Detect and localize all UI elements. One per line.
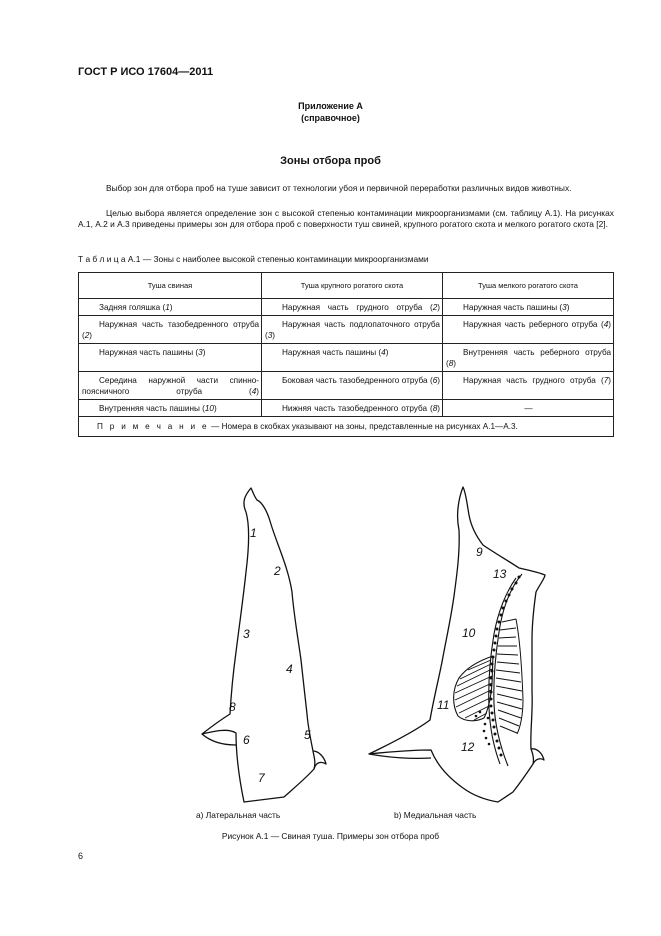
zone-label-9: 9 xyxy=(476,545,483,559)
table-cell: Нижняя часть тазобедренного отруба (8) xyxy=(262,400,443,417)
table-header-row xyxy=(79,273,614,299)
zone-label-1: 1 xyxy=(250,526,257,540)
table-caption-text: А.1 — Зоны с наиболее высокой степенью контаминации микроорганизмами xyxy=(127,254,429,264)
table-cell: Наружная часть реберного отруба (4) xyxy=(443,316,614,344)
zone-label-13: 13 xyxy=(493,567,507,581)
table-row xyxy=(79,344,614,372)
medial-carcass-outline xyxy=(369,487,545,802)
paragraph-2-text: Целью выбора является определение зон с высокой степенью контаминации микроорганизмами (см. таблицу А.1). На рисунках А.1, А.2 и А.3 приведены примеры зон для отбора проб с поверхности туш свиней, крупного рогатого скота и мелкого рогатого скота [2]. xyxy=(78,208,614,230)
table-row xyxy=(79,372,614,400)
paragraph-2 xyxy=(78,208,614,231)
zone-label-10: 10 xyxy=(462,626,476,640)
header-cattle: Туша крупного рогатого скота xyxy=(262,273,443,299)
spine-column xyxy=(489,574,522,766)
zone-label-5: 5 xyxy=(304,728,311,742)
header-pig: Туша свиная xyxy=(79,273,262,299)
figure-caption: Рисунок А.1 — Свиная туша. Примеры зон отбора проб xyxy=(221,831,440,841)
table-cell: Середина наружной части спинно-поясничного отруба (4) xyxy=(79,372,262,400)
table-cell: — xyxy=(443,400,614,417)
table-row xyxy=(79,316,614,344)
header-sheep: Туша мелкого рогатого скота xyxy=(443,273,614,299)
lateral-tail-edge xyxy=(313,751,315,769)
table-cell: Задняя голяшка (1) xyxy=(79,299,262,316)
table-row xyxy=(79,299,614,316)
rib-lines xyxy=(496,619,523,734)
annex-subtitle: (справочное) xyxy=(301,113,360,123)
table-cell: Внутренняя часть пашины (10) xyxy=(79,400,262,417)
zone-label-12: 12 xyxy=(461,740,475,754)
table-note-row xyxy=(79,417,614,437)
medial-carcass-drawing xyxy=(369,487,545,802)
annex-heading xyxy=(0,100,661,124)
paragraph-1-text: Выбор зон для отбора проб на туше зависит от технологии убоя и первичной переработки различных видов животных. xyxy=(106,183,572,193)
table-cell: Внутренняя часть реберного отруба (8) xyxy=(443,344,614,372)
zone-label-2: 2 xyxy=(274,564,281,578)
lateral-carcass-outline xyxy=(202,488,326,802)
page-number: 6 xyxy=(78,851,84,861)
section-title: Зоны отбора проб xyxy=(280,155,381,167)
zone-label-3: 3 xyxy=(243,627,250,641)
zone-label-11: 11 xyxy=(437,698,450,712)
zone-label-7: 7 xyxy=(258,771,265,785)
table-caption xyxy=(78,254,429,264)
table-cell: Наружная часть пашины (4) xyxy=(262,344,443,372)
medial-tail-edge xyxy=(531,749,533,764)
table-cell: Наружная часть грудного отруба (7) xyxy=(443,372,614,400)
paragraph-1 xyxy=(78,183,614,194)
lateral-carcass-drawing xyxy=(202,488,326,802)
pig-carcass-figure xyxy=(195,484,555,806)
medial-leg-stump xyxy=(369,754,431,758)
table-cell: Наружная часть подлопаточного отруба (3) xyxy=(262,316,443,344)
subcaption-medial: b) Медиальная часть xyxy=(394,810,477,820)
table-cell: Наружная часть грудного отруба (2) xyxy=(262,299,443,316)
annex-title: Приложение А xyxy=(298,101,363,111)
zone-label-8: 8 xyxy=(229,700,236,714)
table-cell: Наружная часть пашины (3) xyxy=(79,344,262,372)
table-note xyxy=(79,417,614,437)
zone-label-4: 4 xyxy=(286,662,293,676)
zone-label-6: 6 xyxy=(243,733,250,747)
document-code: ГОСТ Р ИСО 17604—2011 xyxy=(78,66,214,78)
table-cell: Боковая часть тазобедренного отруба (6) xyxy=(262,372,443,400)
zones-table xyxy=(78,272,614,437)
table-row xyxy=(79,400,614,417)
table-note-text: — Номера в скобках указывают на зоны, представленные на рисунках А.1—А.3. xyxy=(211,422,518,431)
subcaption-lateral: a) Латеральная часть xyxy=(196,810,281,820)
table-cell: Наружная часть тазобедренного отруба (2) xyxy=(79,316,262,344)
table-caption-label: Т а б л и ц а xyxy=(78,254,126,264)
table-note-label: П р и м е ч а н и е xyxy=(97,422,209,431)
lateral-leg-stump xyxy=(202,734,236,745)
table-cell: Наружная часть пашины (3) xyxy=(443,299,614,316)
